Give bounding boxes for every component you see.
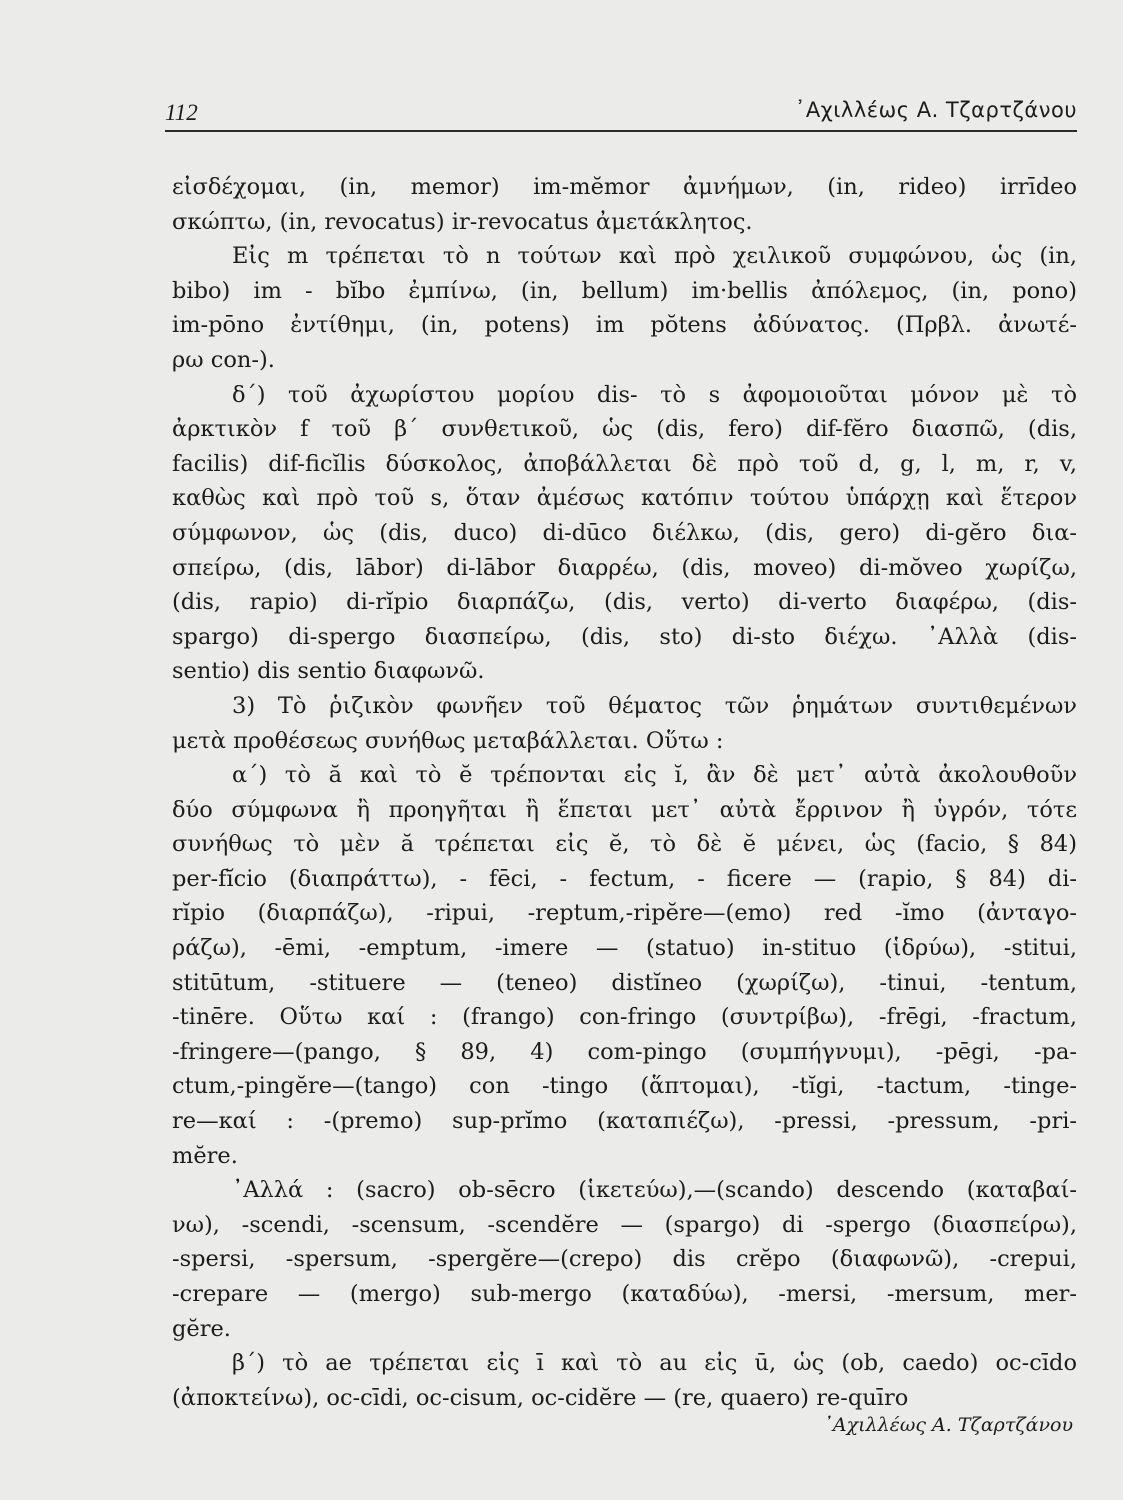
paragraph: [172, 689, 1077, 758]
text-line: δ΄) τοῦ ἀχωρίστου μορίου dis- τὸ s ἀφομοιοῦται μόνον μὲ τὸ: [232, 381, 1077, 408]
text-line: gĕre.: [172, 1315, 231, 1342]
paragraph: [172, 378, 1077, 689]
text-line: ᾿Αλλά : (sacro) ob-sēcro (ἱκετεύω),—(scando) descendo (καταβαί-: [232, 1177, 1077, 1204]
text-line: εἰσδέχομαι, (in, memor) im-mĕmor ἀμνήμων, (in, rideo) irrīdeo: [172, 174, 1077, 200]
paragraph: [172, 1346, 1077, 1415]
text-line: μετὰ προθέσεως συνήθως μεταβάλλεται. Οὕτω :: [172, 727, 724, 754]
body-text: [172, 170, 1077, 1415]
text-line: νω), -scendi, -scensum, -scendĕre — (spargo) di -spergo (διασπείρω),: [172, 1211, 1077, 1238]
text-line: facilis) dif-ficĭlis δύσκολος, ἀποβάλλεται δὲ πρὸ τοῦ d, g, l, m, r, v,: [172, 450, 1077, 477]
text-line: δύο σύμφωνα ἢ προηγῆται ἢ ἕπεται μετ᾿ αὐτὰ ἔρρινον ἢ ὑγρόν, τότε: [172, 796, 1077, 823]
text-line: -spersi, -spersum, -spergĕre—(crepo) dis crĕpo (διαφωνῶ), -crepui,: [172, 1246, 1077, 1273]
text-line: sentio) dis sentio διαφωνῶ.: [172, 658, 485, 685]
text-line: -tinēre. Οὕτω καί : (frango) con-fringo (συντρίβω), -frēgi, -fractum,: [172, 1004, 1077, 1031]
text-line: ctum,-pingĕre—(tango) con -tingo (ἅπτομαι), -tĭgi, -tactum, -tinge-: [172, 1073, 1077, 1100]
text-line: σπείρω, (dis, lābor) di-lābor διαρρέω, (dis, moveo) di-mŏveo χωρίζω,: [172, 554, 1077, 581]
text-line: -fringere—(pango, § 89, 4) com-pingo (συμπήγνυμι), -pēgi, -pa-: [172, 1038, 1077, 1065]
text-line: καθὼς καὶ πρὸ τοῦ s, ὅταν ἀμέσως κατόπιν τούτου ὑπάρχῃ καὶ ἕτερον: [172, 485, 1077, 512]
text-line: α΄) τὸ ă καὶ τὸ ĕ τρέπονται εἰς ĭ, ἂν δὲ μετ᾿ αὐτὰ ἀκολουθοῦν: [232, 762, 1077, 789]
text-line: σύμφωνον, ὡς (dis, duco) di-dūco διέλκω, (dis, gero) di-gĕro δια-: [172, 519, 1077, 546]
page-number: 112: [165, 100, 198, 125]
text-line: mĕre.: [172, 1142, 238, 1169]
text-line: -crepare — (mergo) sub-mergo (καταδύω), -mersi, -mersum, mer-: [172, 1281, 1077, 1307]
page-header: [165, 92, 1077, 132]
text-line: re—καί : -(premo) sup-prĭmo (καταπιέζω), -pressi, -pressum, -pri-: [172, 1108, 1077, 1135]
running-head: ᾿Αχιλλέως Α. Τζαρτζάνου: [794, 98, 1077, 122]
text-line: σκώπτω, (in, revocatus) ir-revocatus ἀμετάκλητος.: [172, 208, 753, 235]
text-line: ἀρκτικὸν f τοῦ β΄ συνθετικοῦ, ὡς (dis, fero) dif-fĕro διασπῶ, (dis,: [172, 416, 1077, 443]
text-line: β΄) τὸ ae τρέπεται εἰς ī καὶ τὸ au εἰς ū, ὡς (ob, caedo) oc-cīdo: [232, 1350, 1077, 1377]
text-line: stitūtum, -stituere — (teneo) distĭneo (χωρίζω), -tinui, -tentum,: [172, 969, 1077, 996]
text-line: συνήθως τὸ μὲν ă τρέπεται εἰς ĕ, τὸ δὲ ĕ μένει, ὡς (facio, § 84): [172, 831, 1077, 858]
text-line: Εἰς m τρέπεται τὸ n τούτων καὶ πρὸ χειλικοῦ συμφώνου, ὡς (in,: [232, 243, 1077, 270]
text-line: spargo) di-spergo διασπείρω, (dis, sto) di-sto διέχω. ᾿Αλλὰ (dis-: [172, 623, 1077, 650]
text-line: bibo) im - bĭbo ἐμπίνω, (in, bellum) im·bellis ἀπόλεμος, (in, pono): [172, 277, 1077, 304]
text-line: rĭpio (διαρπάζω), -ripui, -reptum,-ripĕre—(emo) red -ĭmo (ἀνταγο-: [172, 900, 1077, 927]
text-line: (dis, rapio) di-rĭpio διαρπάζω, (dis, verto) di-verto διαφέρω, (dis-: [172, 589, 1077, 616]
paragraph: [172, 170, 1077, 239]
paragraph: [172, 758, 1077, 1173]
header-rule: [165, 130, 1077, 132]
footer-signature: ᾿Αχιλλέως Α. Τζαρτζάνου: [823, 1414, 1073, 1436]
text-line: ράζω), -ēmi, -emptum, -imere — (statuo) in-stituo (ἱδρύω), -stitui,: [172, 935, 1077, 962]
text-line: 3) Τὸ ῥιζικὸν φωνῆεν τοῦ θέματος τῶν ῥημάτων συντιθεμένων: [232, 692, 1077, 719]
paragraph: [172, 239, 1077, 377]
text-line: im-pōno ἐντίθημι, (in, potens) im pŏtens ἀδύνατος. (Πρβλ. ἀνωτέ-: [172, 312, 1077, 339]
text-line: (ἀποκτείνω), oc-cīdi, oc-cisum, oc-cidĕre — (re, quaero) re-quīro: [172, 1384, 909, 1411]
text-line: ρω con-).: [172, 346, 275, 373]
text-line: per-fĭcio (διαπράττω), - fēci, - fectum, - ficere — (rapio, § 84) di-: [172, 865, 1077, 892]
paragraph: [172, 1173, 1077, 1346]
